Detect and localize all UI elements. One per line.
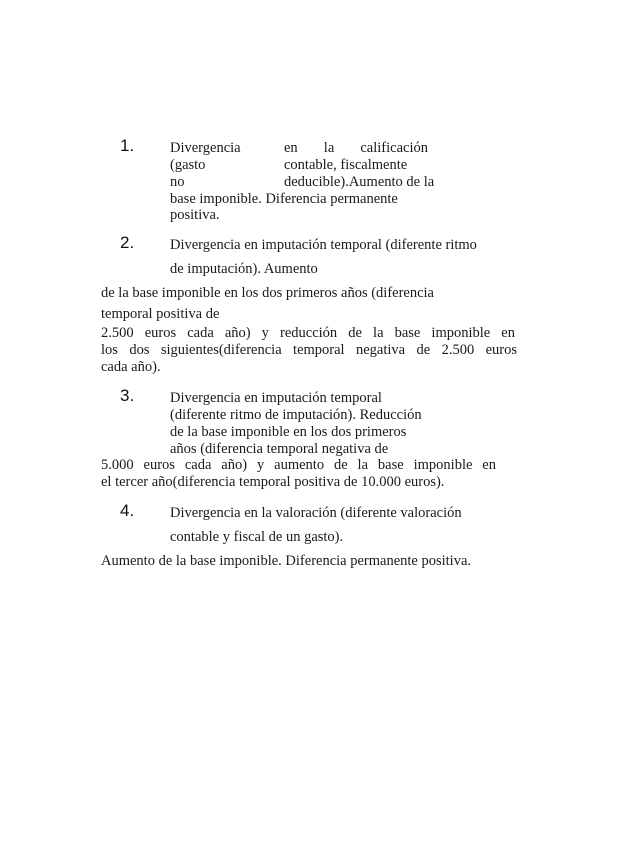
item-4-number: 4. — [120, 501, 135, 520]
item-2-number: 2. — [120, 233, 135, 252]
item-3-line3: de la base imponible en los dos primeros — [170, 424, 407, 440]
item-1-col2-line3: deducible).Aumento de la — [284, 174, 435, 190]
item-4-cont1: Aumento de la base imponible. Diferencia permanente positiva. — [101, 553, 472, 569]
item-3-line1: Divergencia en imputación temporal — [170, 390, 382, 406]
item-2-line2: de imputación). Aumento — [170, 261, 318, 277]
item-3-cont2: el tercer año(diferencia temporal positiva de 10.000 euros). — [101, 474, 445, 490]
item-4-line1: Divergencia en la valoración (diferente valoración — [170, 505, 462, 521]
item-1-col1-line2: (gasto — [170, 157, 206, 173]
item-2-cont5: cada año). — [101, 359, 161, 375]
item-1-col1-line3: no — [170, 174, 185, 190]
item-3-line4: años (diferencia temporal negativa de — [170, 441, 389, 457]
item-1-line4: base imponible. Diferencia permanente — [170, 191, 398, 207]
item-2-cont1: de la base imponible en los dos primeros años (diferencia — [101, 285, 434, 301]
item-3-number: 3. — [120, 386, 135, 405]
item-2-cont3: 2.500 euros cada año) y reducción de la base imponible en — [101, 325, 515, 341]
item-4-line2: contable y fiscal de un gasto). — [170, 529, 344, 545]
item-1-col2-line1: en la calificación — [284, 140, 428, 156]
item-1-col1-line1: Divergencia — [170, 140, 241, 156]
item-2-line1: Divergencia en imputación temporal (diferente ritmo — [170, 237, 477, 253]
item-2-cont4: los dos siguientes(diferencia temporal negativa de 2.500 euros — [101, 342, 517, 358]
item-1-line5: positiva. — [170, 207, 220, 223]
item-3-cont1: 5.000 euros cada año) y aumento de la base imponible en — [101, 457, 496, 473]
item-1-col2-line2: contable, fiscalmente — [284, 157, 408, 173]
item-3-line2: (diferente ritmo de imputación). Reducción — [170, 407, 422, 423]
item-1-number: 1. — [120, 136, 135, 155]
item-2-cont2: temporal positiva de — [101, 306, 220, 322]
